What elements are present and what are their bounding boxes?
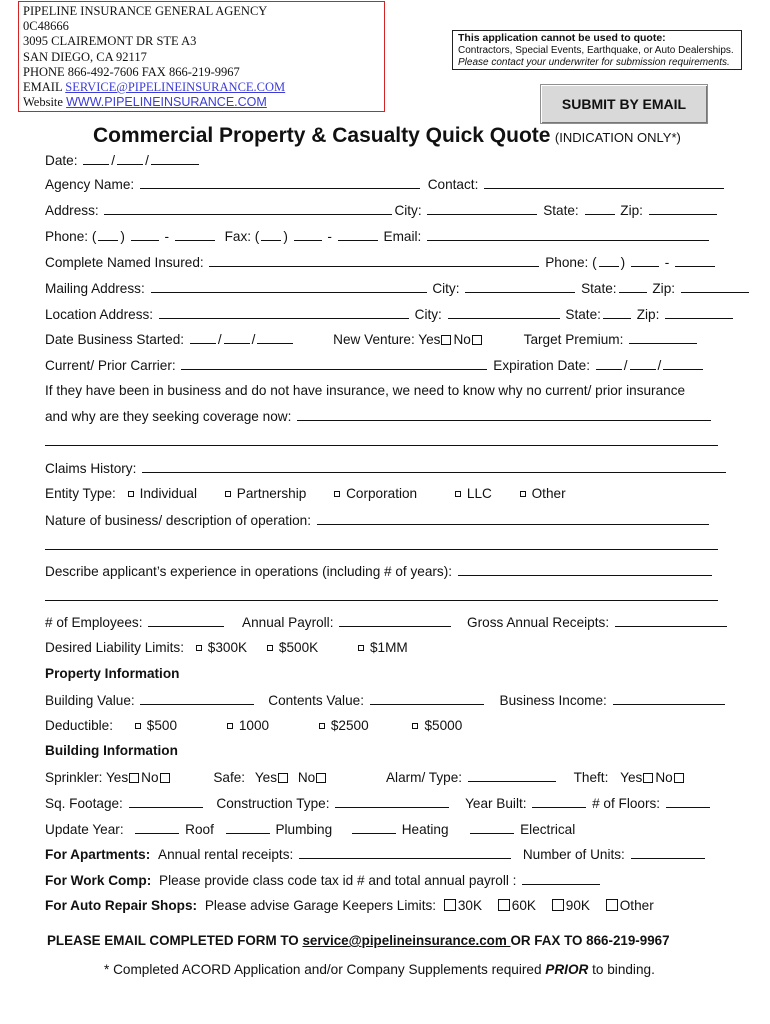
rental-receipts-label: Annual rental receipts: <box>158 847 294 862</box>
agency-name-label: Agency Name: <box>45 177 135 192</box>
new-venture-no-checkbox[interactable] <box>472 335 482 345</box>
experience-field[interactable] <box>458 562 712 576</box>
agency-name-field[interactable] <box>140 175 420 189</box>
update-year-row <box>45 820 575 838</box>
agency-city: SAN DIEGO, CA 92117 <box>23 49 147 64</box>
property-info-heading-row <box>45 665 179 682</box>
plumbing-year-field[interactable] <box>226 820 270 834</box>
limit-1mm-label: $1MM <box>369 640 408 655</box>
contents-value-label: Contents Value: <box>268 693 364 708</box>
sprinkler-label: Sprinkler: <box>45 770 103 785</box>
annual-payroll-label: Annual Payroll: <box>242 615 334 630</box>
nature-of-business-label: Nature of business/ description of operation: <box>45 513 311 528</box>
email-instruction-suffix: OR FAX TO 866-219-9967 <box>510 933 670 948</box>
address-zip-field[interactable] <box>649 201 717 215</box>
limit-300k-checkbox[interactable] <box>196 645 202 651</box>
heating-label: Heating <box>401 822 449 837</box>
nature-of-business-field[interactable] <box>317 511 709 525</box>
auto-repair-text: Please advise Garage Keepers Limits: <box>204 898 437 913</box>
year-built-field[interactable] <box>532 794 586 808</box>
submit-by-email-button[interactable]: SUBMIT BY EMAIL <box>540 84 708 124</box>
year-built-label: Year Built: <box>465 796 527 811</box>
page-subtitle: (INDICATION ONLY*) <box>554 130 681 145</box>
address-field[interactable] <box>104 201 392 215</box>
safe-yes-checkbox[interactable] <box>278 773 288 783</box>
claims-history-label: Claims History: <box>45 461 137 476</box>
insured-phone-prefix-field[interactable] <box>631 253 659 267</box>
work-comp-field[interactable] <box>522 871 600 885</box>
construction-type-field[interactable] <box>335 794 449 808</box>
location-address-row <box>45 305 735 323</box>
location-zip-label: Zip: <box>636 307 660 322</box>
num-units-label: Number of Units: <box>522 847 625 862</box>
date-year-field[interactable] <box>151 151 199 165</box>
roof-year-field[interactable] <box>135 820 179 834</box>
address-city-label: City: <box>394 203 422 218</box>
phone-number-field[interactable] <box>175 227 215 241</box>
start-month-field[interactable] <box>190 330 216 344</box>
start-day-field[interactable] <box>224 330 250 344</box>
mailing-state-label: State: <box>581 281 617 296</box>
plumbing-label: Plumbing <box>275 822 333 837</box>
roof-label: Roof <box>185 822 214 837</box>
nature-of-business-line-2[interactable] <box>45 549 718 550</box>
location-zip-field[interactable] <box>665 305 733 319</box>
mailing-city-field[interactable] <box>465 279 575 293</box>
binding-note <box>104 961 655 978</box>
sprinkler-yes-label: Yes <box>105 770 129 785</box>
employees-row <box>45 613 729 631</box>
mailing-address-row <box>45 279 751 297</box>
address-zip-label: Zip: <box>620 203 643 218</box>
entity-partnership-label: Partnership <box>236 486 307 501</box>
entity-llc-label: LLC <box>466 486 492 501</box>
garage-30k-label: 30K <box>457 898 483 913</box>
auto-repair-row <box>45 897 654 914</box>
new-venture-yes-checkbox[interactable] <box>441 335 451 345</box>
experience-row <box>45 562 714 580</box>
garage-other-label: Other <box>619 898 654 913</box>
limit-1mm-checkbox[interactable] <box>358 645 364 651</box>
mailing-zip-field[interactable] <box>681 279 749 293</box>
num-floors-field[interactable] <box>666 794 710 808</box>
address-state-field[interactable] <box>585 201 615 215</box>
named-insured-label: Complete Named Insured: <box>45 255 204 270</box>
entity-individual-label: Individual <box>139 486 197 501</box>
binding-note-prefix: * Completed ACORD Application and/or Company Supplements required <box>104 962 546 977</box>
property-values-row <box>45 691 727 709</box>
work-comp-label: For Work Comp: <box>45 873 152 888</box>
safe-no-label: No <box>297 770 316 785</box>
garage-other-checkbox[interactable] <box>606 899 618 911</box>
agency-email-label: EMAIL <box>23 80 66 95</box>
quote-restriction-notice <box>452 30 742 70</box>
new-venture-label: New Venture: <box>333 332 415 347</box>
prior-carrier-field[interactable] <box>181 356 487 370</box>
limit-500k-label: $500K <box>278 640 319 655</box>
safe-yes-label: Yes <box>254 770 278 785</box>
agency-license: 0C48666 <box>23 19 69 34</box>
address-label: Address: <box>45 203 99 218</box>
update-year-label: Update Year: <box>45 822 124 837</box>
date-started-label: Date Business Started: <box>45 332 185 347</box>
named-insured-row: Complete Named Insured: Phone: ( ) - <box>45 253 717 271</box>
sq-footage-label: Sq. Footage: <box>45 796 123 811</box>
service-email-link[interactable]: service@pipelineinsurance.com <box>302 933 511 948</box>
phone-area-field[interactable] <box>98 227 118 241</box>
entity-partnership-checkbox[interactable] <box>225 491 231 497</box>
deductible-1000-checkbox[interactable] <box>227 723 233 729</box>
building-value-label: Building Value: <box>45 693 135 708</box>
agency-website-link[interactable]: WWW.PIPELINEINSURANCE.COM <box>66 95 267 110</box>
deductible-5000-checkbox[interactable] <box>412 723 418 729</box>
email-instruction-prefix: PLEASE EMAIL COMPLETED FORM TO <box>47 933 303 948</box>
apartments-label: For Apartments: <box>45 847 151 862</box>
theft-no-label: No <box>655 770 673 785</box>
deductible-1000-label: 1000 <box>238 718 270 733</box>
no-insurance-reason-field[interactable] <box>297 407 711 421</box>
fax-label: Fax: ( <box>224 229 260 244</box>
no-insurance-text-1: If they have been in business and do not have insurance, we need to know why no current/ prior insurance <box>45 383 686 398</box>
nature-of-business-row <box>45 511 711 529</box>
entity-type-label: Entity Type: <box>45 486 116 501</box>
date-row: Date: / / <box>45 151 201 169</box>
deductible-row <box>45 717 462 734</box>
phone-label: Phone: ( <box>45 229 97 244</box>
safe-no-checkbox[interactable] <box>316 773 326 783</box>
email-label: Email: <box>383 229 422 244</box>
start-year-field[interactable] <box>257 330 293 344</box>
theft-yes-label: Yes <box>620 770 643 785</box>
binding-note-prior: PRIOR <box>545 962 589 977</box>
location-state-label: State: <box>565 307 601 322</box>
limit-300k-label: $300K <box>207 640 248 655</box>
target-premium-field[interactable] <box>629 330 697 344</box>
prior-carrier-row: Current/ Prior Carrier: Expiration Date: / / <box>45 356 705 374</box>
date-label: Date: <box>45 153 78 168</box>
building-info-heading-row <box>45 742 178 759</box>
claims-history-row <box>45 459 728 477</box>
expiration-date-label: Expiration Date: <box>493 358 590 373</box>
liability-limits-label: Desired Liability Limits: <box>45 640 185 655</box>
phone-prefix-field[interactable] <box>131 227 159 241</box>
mailing-address-label: Mailing Address: <box>45 281 145 296</box>
insured-phone-area-field[interactable] <box>599 253 619 267</box>
deductible-label: Deductible: <box>45 718 114 733</box>
mailing-zip-label: Zip: <box>652 281 676 296</box>
location-city-field[interactable] <box>448 305 560 319</box>
agency-website-row <box>23 95 384 110</box>
notice-line-1: Contractors, Special Events, Earthquake, or Auto Dealerships. <box>458 44 734 56</box>
agency-name-row <box>45 175 726 193</box>
sprinkler-yes-checkbox[interactable] <box>129 773 139 783</box>
work-comp-row <box>45 871 602 889</box>
apartments-row <box>45 845 707 863</box>
employees-label: # of Employees: <box>45 615 143 630</box>
deductible-500-checkbox[interactable] <box>135 723 141 729</box>
entity-corporation-label: Corporation <box>346 486 418 501</box>
mailing-address-field[interactable] <box>151 279 427 293</box>
entity-other-checkbox[interactable] <box>520 491 526 497</box>
garage-90k-checkbox[interactable] <box>552 899 564 911</box>
agency-name: PIPELINE INSURANCE GENERAL AGENCY <box>23 4 268 18</box>
limit-500k-checkbox[interactable] <box>267 645 273 651</box>
claims-history-field[interactable] <box>142 459 726 473</box>
binding-note-suffix: to binding. <box>588 962 655 977</box>
page-title-row <box>93 124 681 148</box>
page-title: Commercial Property & Casualty Quick Quote <box>93 124 551 147</box>
theft-yes-checkbox[interactable] <box>643 773 653 783</box>
auto-repair-label: For Auto Repair Shops: <box>45 898 198 913</box>
garage-30k-checkbox[interactable] <box>444 899 456 911</box>
expiration-month-field[interactable] <box>596 356 622 370</box>
expiration-year-field[interactable] <box>663 356 703 370</box>
business-income-field[interactable] <box>613 691 725 705</box>
theft-no-checkbox[interactable] <box>674 773 684 783</box>
email-field[interactable] <box>427 227 709 241</box>
address-state-label: State: <box>543 203 579 218</box>
electrical-label: Electrical <box>520 822 576 837</box>
location-address-field[interactable] <box>159 305 409 319</box>
business-income-label: Business Income: <box>499 693 607 708</box>
theft-label: Theft: <box>573 770 609 785</box>
employees-field[interactable] <box>148 613 224 627</box>
work-comp-text: Please provide class code tax id # and total annual payroll : <box>159 873 517 888</box>
mailing-city-label: City: <box>432 281 460 296</box>
no-insurance-row <box>45 407 713 425</box>
heating-year-field[interactable] <box>352 820 396 834</box>
date-month-field[interactable] <box>83 151 109 165</box>
electrical-year-field[interactable] <box>470 820 514 834</box>
deductible-500-label: $500 <box>146 718 178 733</box>
prior-carrier-label: Current/ Prior Carrier: <box>45 358 176 373</box>
building-value-field[interactable] <box>140 691 254 705</box>
no-insurance-reason-line-2[interactable] <box>45 445 718 446</box>
mailing-state-field[interactable] <box>619 279 647 293</box>
safe-label: Safe: <box>213 770 246 785</box>
contact-label: Contact: <box>427 177 479 192</box>
entity-llc-checkbox[interactable] <box>455 491 461 497</box>
new-venture-no-label: No <box>453 332 471 347</box>
named-insured-field[interactable] <box>209 253 539 267</box>
phone-row: Phone: ( ) - Fax: ( ) - Email: <box>45 227 711 245</box>
sq-footage-field[interactable] <box>129 794 203 808</box>
notice-title: This application cannot be used to quote: <box>458 32 666 44</box>
annual-payroll-field[interactable] <box>339 613 451 627</box>
deductible-2500-label: $2500 <box>330 718 369 733</box>
deductible-5000-label: $5000 <box>424 718 463 733</box>
gross-receipts-label: Gross Annual Receipts: <box>467 615 610 630</box>
construction-row <box>45 794 712 812</box>
target-premium-label: Target Premium: <box>523 332 624 347</box>
rental-receipts-field[interactable] <box>299 845 511 859</box>
building-info-heading: Building Information <box>45 743 178 758</box>
address-city-field[interactable] <box>427 201 537 215</box>
new-venture-yes-label: Yes <box>418 332 441 347</box>
entity-other-label: Other <box>531 486 566 501</box>
address-row <box>45 201 719 219</box>
fax-prefix-field[interactable] <box>294 227 322 241</box>
entity-individual-checkbox[interactable] <box>128 491 134 497</box>
sprinkler-no-checkbox[interactable] <box>160 773 170 783</box>
entity-corporation-checkbox[interactable] <box>334 491 340 497</box>
contents-value-field[interactable] <box>370 691 484 705</box>
fax-number-field[interactable] <box>338 227 378 241</box>
property-info-heading: Property Information <box>45 666 180 681</box>
location-address-label: Location Address: <box>45 307 154 322</box>
garage-60k-label: 60K <box>511 898 536 913</box>
num-floors-label: # of Floors: <box>592 796 661 811</box>
no-insurance-text-2: and why are they seeking coverage now: <box>45 409 292 424</box>
business-start-row: Date Business Started: / / New Venture: Yes No Target Premium: <box>45 330 699 348</box>
garage-90k-label: 90K <box>565 898 590 913</box>
notice-line-2: Please contact your underwriter for submission requirements. <box>458 57 730 68</box>
liability-limits-row <box>45 639 408 656</box>
experience-line-2[interactable] <box>45 600 718 601</box>
agency-street: 3095 CLAIREMONT DR STE A3 <box>23 34 197 49</box>
building-features-row <box>45 768 686 786</box>
contact-field[interactable] <box>484 175 724 189</box>
num-units-field[interactable] <box>631 845 705 859</box>
agency-email-row <box>23 80 384 95</box>
insured-phone-number-field[interactable] <box>675 253 715 267</box>
alarm-type-field[interactable] <box>468 768 556 782</box>
date-day-field[interactable] <box>117 151 143 165</box>
agency-info-box <box>18 1 385 112</box>
construction-type-label: Construction Type: <box>216 796 330 811</box>
fax-area-field[interactable] <box>261 227 281 241</box>
alarm-type-label: Alarm/ Type: <box>385 770 463 785</box>
agency-email-link[interactable]: SERVICE@PIPELINEINSURANCE.COM <box>65 80 286 95</box>
expiration-day-field[interactable] <box>630 356 656 370</box>
email-instruction <box>47 932 670 949</box>
garage-60k-checkbox[interactable] <box>498 899 510 911</box>
insured-phone-label: Phone: ( <box>545 255 597 270</box>
agency-phone-fax: PHONE 866-492-7606 FAX 866-219-9967 <box>23 64 240 79</box>
agency-website-label: Website <box>23 95 67 110</box>
entity-type-row <box>45 485 566 502</box>
location-city-label: City: <box>414 307 442 322</box>
deductible-2500-checkbox[interactable] <box>319 723 325 729</box>
location-state-field[interactable] <box>603 305 631 319</box>
sprinkler-no-label: No <box>141 770 159 785</box>
gross-receipts-field[interactable] <box>615 613 727 627</box>
experience-label: Describe applicant’s experience in operations (including # of years): <box>45 564 453 579</box>
